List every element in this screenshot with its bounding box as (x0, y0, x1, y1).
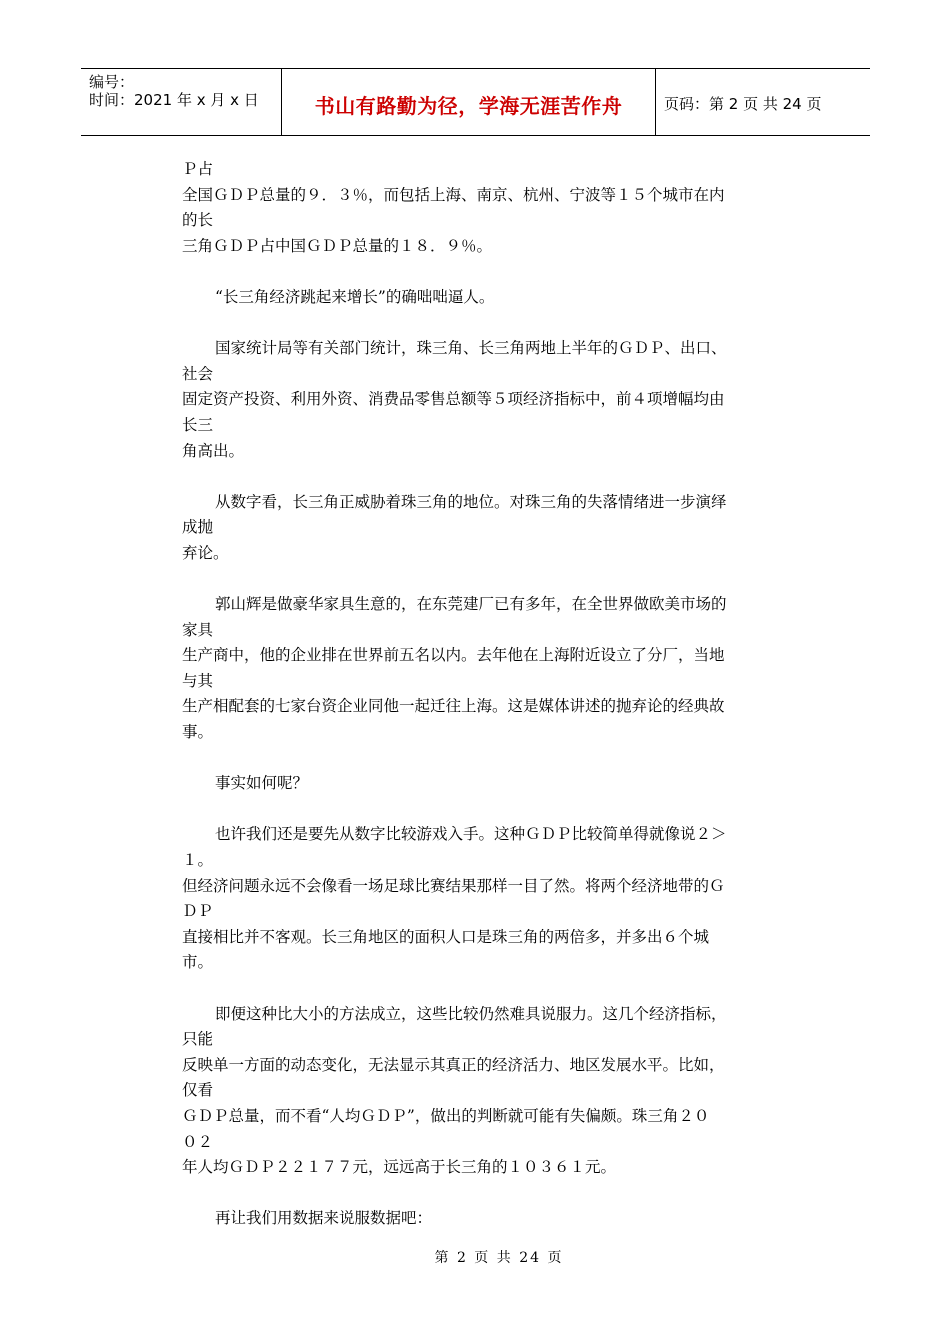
text-line: 社会 (182, 364, 214, 383)
text-line: 事实如何呢？ (215, 774, 309, 793)
header-meta (81, 69, 281, 135)
text-line: 再让我们用数据来说服数据吧： (215, 1209, 433, 1228)
text-line: 从数字看，长三角正威胁着珠三角的地位。对珠三角的失落情绪进一步演绎 (215, 492, 727, 511)
text-line: １。 (182, 851, 214, 870)
text-line: 直接相比并不客观。长三角地区的面积人口是珠三角的两倍多，并多出６个城 (182, 927, 710, 946)
header-motto: 书山有路勤为径，学海无涯苦作舟 (314, 93, 623, 118)
header-page-info: 页码：第 2 页 共 24 页 (664, 94, 822, 113)
document-time-label: 时间：2021 年 x 月 x 日 (89, 91, 259, 109)
text-line: 即便这种比大小的方法成立，这些比较仍然难具说服力。这几个经济指标， (215, 1004, 727, 1023)
text-line: 事。 (182, 723, 214, 742)
text-line: “长三角经济跳起来增长”的确咄咄逼人。 (215, 287, 495, 306)
text-line: 生产相配套的七家台资企业同他一起迁往上海。这是媒体讲述的抛弃论的经典故 (182, 697, 725, 716)
text-line: ０２ (182, 1132, 214, 1151)
text-line: 全国ＧＤＰ总量的９．３％，而包括上海、南京、杭州、宁波等１５个城市在内 (182, 185, 725, 204)
text-line: ＧＤＰ总量，而不看“人均ＧＤＰ”，做出的判断就可能有失偏颇。珠三角２０ (182, 1106, 710, 1125)
text-line: 生产商中，他的企业排在世界前五名以内。去年他在上海附近设立了分厂，当地 (182, 646, 725, 665)
text-line: 弃论。 (182, 543, 229, 562)
text-line: 与其 (182, 671, 214, 690)
text-line: 家具 (182, 620, 214, 639)
text-line: 的长 (182, 211, 214, 230)
text-line: 长三 (182, 415, 214, 434)
text-line: 成抛 (182, 518, 214, 537)
text-line: 固定资产投资、利用外资、消费品零售总额等５项经济指标中，前４项增幅均由 (182, 390, 725, 409)
text-line: 也许我们还是要先从数字比较游戏入手。这种ＧＤＰ比较简单得就像说２＞ (215, 825, 727, 844)
page-footer: 第 2 页 共 24 页 (434, 1250, 564, 1266)
text-line: 国家统计局等有关部门统计，珠三角、长三角两地上半年的ＧＤＰ、出口、 (215, 339, 727, 358)
document-number-label: 编号： (89, 73, 135, 91)
text-line: ＤＰ (182, 902, 214, 921)
text-line: 市。 (182, 953, 214, 972)
text-line: 三角ＧＤＰ占中国ＧＤＰ总量的１８．９％。 (182, 236, 493, 255)
text-line: 郭山辉是做豪华家具生意的，在东莞建厂已有多年，在全世界做欧美市场的 (215, 595, 727, 614)
document-header (81, 68, 870, 136)
text-line: Ｐ占 (182, 160, 214, 178)
text-line: 但经济问题永远不会像看一场足球比赛结果那样一目了然。将两个经济地带的Ｇ (182, 876, 725, 895)
text-line: 反映单一方面的动态变化，无法显示其真正的经济活力、地区发展水平。比如， (182, 1055, 725, 1074)
document-body (182, 157, 782, 1232)
text-line: 仅看 (182, 1081, 214, 1100)
text-line: 只能 (182, 1030, 214, 1049)
text-line: 年人均ＧＤＰ２２１７７元，远远高于长三角的１０３６１元。 (182, 1158, 617, 1177)
text-line: 角高出。 (182, 441, 245, 460)
